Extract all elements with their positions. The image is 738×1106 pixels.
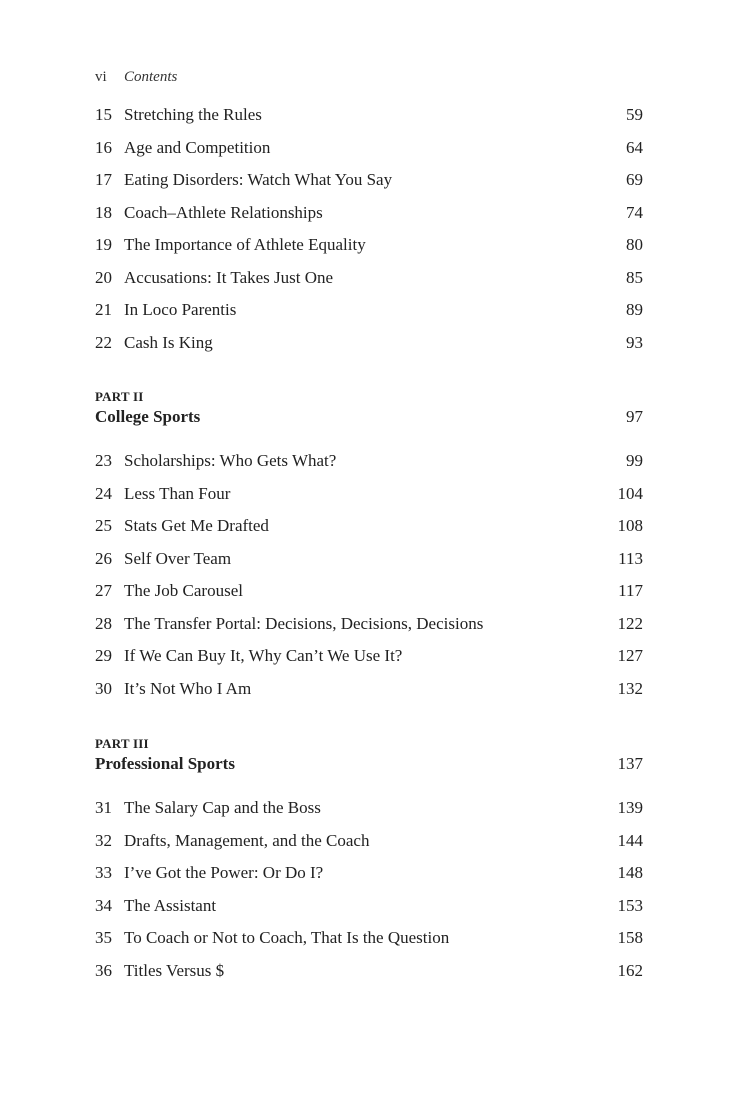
chapter-title: To Coach or Not to Coach, That Is the Question [124, 928, 450, 947]
page-number: 148 [617, 863, 643, 882]
toc-entry [95, 197, 643, 230]
page-number: 137 [617, 754, 643, 773]
chapter-number: 24 [95, 483, 112, 503]
page-number: 117 [618, 581, 643, 600]
part-title-row [95, 752, 643, 776]
chapter-title: Coach–Athlete Relationships [124, 202, 323, 222]
chapter-title: Less Than Four [124, 483, 231, 503]
chapter-title: Cash Is King [124, 332, 213, 352]
page-number: 108 [617, 516, 643, 535]
chapter-title: The Job Carousel [124, 581, 243, 600]
running-head [95, 67, 177, 87]
toc-entry [95, 445, 643, 478]
chapter-number: 19 [95, 235, 112, 254]
page-number: 153 [617, 895, 643, 915]
page-number: 132 [617, 678, 643, 698]
chapter-title: The Transfer Portal: Decisions, Decisions, Decisions [124, 613, 484, 633]
toc-group-part2 [95, 445, 643, 705]
toc-entry [95, 922, 643, 955]
chapter-title: I’ve Got the Power: Or Do I? [124, 863, 324, 882]
toc-entry [95, 262, 643, 295]
toc-entry [95, 327, 643, 360]
chapter-title: Age and Competition [124, 137, 271, 157]
running-head-title: Contents [124, 69, 178, 85]
chapter-title: In Loco Parentis [124, 300, 237, 319]
toc-entry [95, 99, 643, 132]
part-heading-professional [95, 736, 643, 776]
part-heading-college [95, 389, 643, 429]
chapter-number: 31 [95, 798, 112, 817]
chapter-number: 30 [95, 678, 112, 698]
page-number: 80 [626, 235, 643, 254]
toc-entry [95, 229, 643, 262]
toc-entry [95, 857, 643, 890]
toc-entry [95, 132, 643, 165]
page-number: 113 [618, 548, 643, 568]
toc-entry [95, 543, 643, 576]
page-number: 144 [617, 830, 643, 850]
toc-group-part3 [95, 792, 643, 987]
page-number: 89 [626, 300, 643, 319]
toc-entry [95, 478, 643, 511]
chapter-number: 26 [95, 548, 112, 568]
part-title: Professional Sports [95, 754, 235, 773]
chapter-number: 21 [95, 300, 112, 319]
part-label: PART III [95, 736, 149, 751]
chapter-title: Stats Get Me Drafted [124, 516, 269, 535]
part-title: College Sports [95, 407, 201, 426]
page-number: 127 [617, 646, 643, 665]
chapter-number: 20 [95, 267, 112, 287]
page-number: 122 [617, 613, 643, 633]
toc-entry [95, 575, 643, 608]
chapter-title: The Assistant [124, 895, 217, 915]
chapter-title: Drafts, Management, and the Coach [124, 830, 370, 850]
chapter-number: 28 [95, 613, 112, 633]
page-number: 104 [617, 483, 643, 503]
toc-entry [95, 640, 643, 673]
chapter-number: 17 [95, 170, 112, 189]
page-number: 74 [626, 202, 643, 222]
page-number: 97 [626, 407, 643, 426]
page-number: 59 [626, 105, 643, 124]
toc-entry [95, 673, 643, 706]
page-number: 64 [626, 137, 643, 157]
toc-entry [95, 608, 643, 641]
chapter-title: Scholarships: Who Gets What? [124, 451, 337, 470]
page-number: 93 [626, 332, 643, 352]
toc-entry [95, 890, 643, 923]
chapter-number: 23 [95, 451, 112, 470]
chapter-number: 25 [95, 516, 112, 535]
chapter-title: It’s Not Who I Am [124, 678, 252, 698]
part-title-row [95, 405, 643, 429]
chapter-number: 16 [95, 137, 112, 157]
toc-entry [95, 294, 643, 327]
page-number: 162 [617, 960, 643, 980]
page-number: 158 [617, 928, 643, 947]
toc-entry [95, 825, 643, 858]
chapter-number: 27 [95, 581, 112, 600]
part-label: PART II [95, 389, 144, 404]
chapter-title: If We Can Buy It, Why Can’t We Use It? [124, 646, 403, 665]
page-folio: vi [95, 69, 107, 85]
toc-entry [95, 164, 643, 197]
page-number: 69 [626, 170, 643, 189]
chapter-title: Titles Versus $ [124, 960, 225, 980]
page-number: 99 [626, 451, 643, 470]
chapter-number: 35 [95, 928, 112, 947]
chapter-title: The Importance of Athlete Equality [124, 235, 366, 254]
page-number: 85 [626, 267, 643, 287]
chapter-title: Stretching the Rules [124, 105, 262, 124]
chapter-number: 34 [95, 895, 112, 915]
toc-entry [95, 510, 643, 543]
chapter-number: 36 [95, 960, 112, 980]
chapter-number: 22 [95, 332, 112, 352]
chapter-number: 18 [95, 202, 112, 222]
chapter-number: 29 [95, 646, 112, 665]
chapter-number: 15 [95, 105, 112, 124]
page-number: 139 [617, 798, 643, 817]
toc-group-part1 [95, 99, 643, 359]
chapter-title: Eating Disorders: Watch What You Say [124, 170, 393, 189]
chapter-number: 33 [95, 863, 112, 882]
toc-entry [95, 792, 643, 825]
chapter-title: Accusations: It Takes Just One [124, 267, 334, 287]
chapter-title: Self Over Team [124, 548, 232, 568]
chapter-title: The Salary Cap and the Boss [124, 798, 321, 817]
chapter-number: 32 [95, 830, 112, 850]
toc-entry [95, 955, 643, 988]
